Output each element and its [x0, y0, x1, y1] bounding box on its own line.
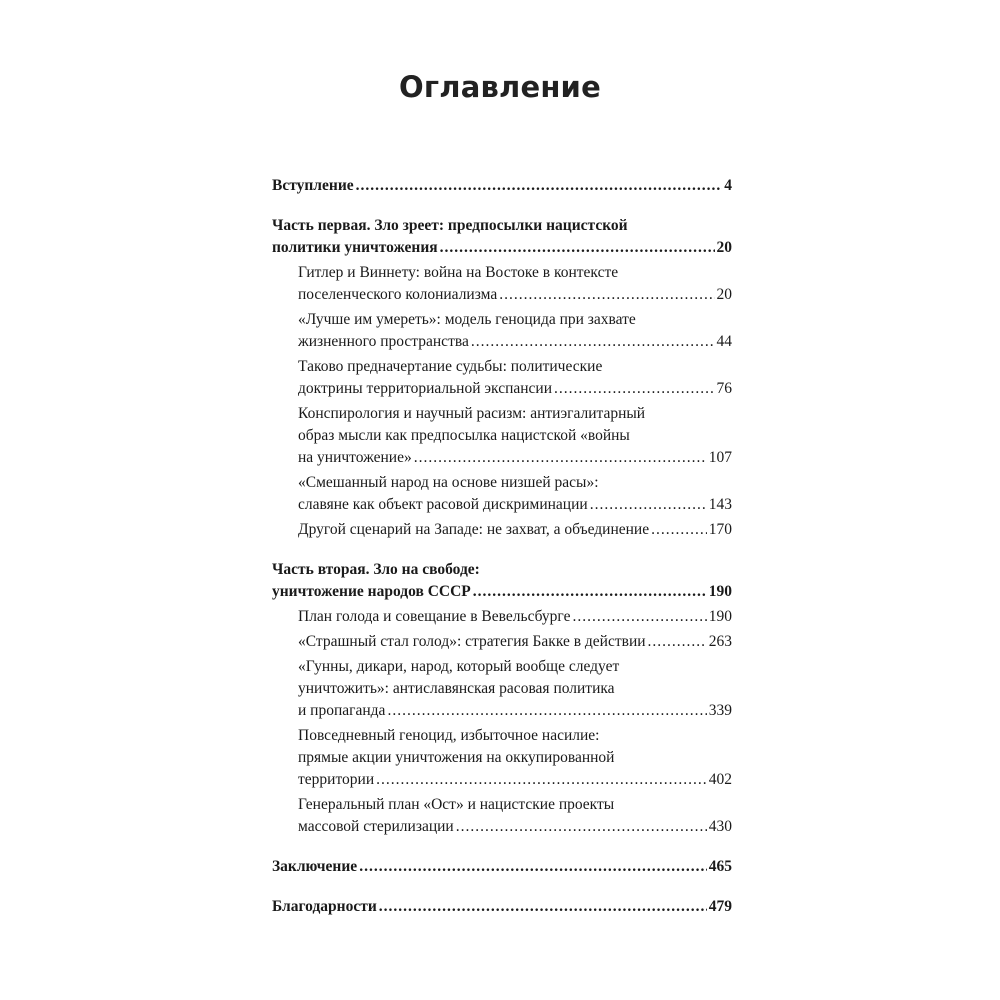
toc-entry-text: прямые акции уничтожения на оккупированной — [298, 749, 615, 766]
toc-entry-text: Благодарности — [272, 898, 377, 915]
toc-entry-text: Таково предначертание судьбы: политические — [298, 358, 603, 375]
toc-leader-dots — [379, 896, 707, 918]
toc-entry-text: образ мысли как предпосылка нацистской «войны — [298, 427, 630, 444]
toc-leader-dots — [471, 331, 715, 353]
toc-entry-text: Вступление — [272, 177, 354, 194]
toc-section-entry[interactable] — [272, 856, 732, 878]
toc-chapter-entry[interactable] — [298, 519, 732, 541]
toc-entry-text: жизненного пространства — [298, 333, 469, 350]
toc-section-entry[interactable] — [272, 175, 732, 197]
toc-page-number: 402 — [708, 771, 732, 788]
toc-leader-dots — [456, 816, 707, 838]
toc-entry-text: Часть первая. Зло зреет: предпосылки нацистской — [272, 217, 628, 234]
toc-entry-text: План голода и совещание в Вевельсбурге — [298, 608, 571, 625]
toc-entry-text: политики уничтожения — [272, 239, 438, 256]
toc-leader-dots — [359, 856, 707, 878]
toc-page-number: 4 — [724, 177, 732, 194]
toc-entry-text: Гитлер и Виннету: война на Востоке в контексте — [298, 264, 619, 281]
toc-entry-text: массовой стерилизации — [298, 818, 454, 835]
toc-leader-dots — [473, 581, 707, 603]
toc-leader-dots — [572, 606, 706, 628]
table-of-contents — [272, 175, 732, 921]
toc-entry-text: «Гунны, дикари, народ, который вообще следует — [298, 658, 620, 675]
toc-page-number: 339 — [708, 702, 732, 719]
toc-entry-text: «Страшный стал голод»: стратегия Бакке в действии — [298, 633, 646, 650]
toc-page-number: 479 — [708, 898, 732, 915]
toc-page-number: 107 — [708, 449, 732, 466]
toc-page-number: 20 — [716, 286, 732, 303]
toc-page-number: 190 — [708, 608, 732, 625]
toc-leader-dots — [554, 378, 714, 400]
toc-page-number: 430 — [708, 818, 732, 835]
toc-chapter-entry[interactable] — [298, 472, 732, 516]
toc-page-number: 170 — [708, 521, 732, 538]
toc-chapter-entry[interactable] — [298, 656, 732, 722]
toc-entry-text: Часть вторая. Зло на свободе: — [272, 561, 480, 578]
toc-leader-dots — [651, 519, 707, 541]
toc-leader-dots — [440, 237, 715, 259]
toc-entry-text: территории — [298, 771, 375, 788]
toc-leader-dots — [376, 769, 707, 791]
toc-entry-text: Повседневный геноцид, избыточное насилие: — [298, 727, 600, 744]
toc-section-entry[interactable] — [272, 896, 732, 918]
toc-page-number: 465 — [708, 858, 732, 875]
toc-entry-text: славяне как объект расовой дискриминации — [298, 496, 588, 513]
toc-leader-dots — [387, 700, 706, 722]
toc-entry-text: уничтожить»: антиславянская расовая политика — [298, 680, 615, 697]
toc-entry-text: «Лучше им умереть»: модель геноцида при захвате — [298, 311, 636, 328]
toc-chapter-entry[interactable] — [298, 309, 732, 353]
toc-entry-text: Заключение — [272, 858, 358, 875]
toc-entry-text: уничтожение народов СССР — [272, 583, 471, 600]
toc-page-number: 263 — [708, 633, 732, 650]
toc-page-number: 76 — [716, 380, 732, 397]
toc-entry-text: на уничтожение» — [298, 449, 412, 466]
toc-entry-text: поселенческого колониализма — [298, 286, 498, 303]
toc-entry-text: и пропаганда — [298, 702, 386, 719]
toc-chapter-entry[interactable] — [298, 794, 732, 838]
toc-entry-text: Генеральный план «Ост» и нацистские проекты — [298, 796, 615, 813]
toc-chapter-entry[interactable] — [298, 356, 732, 400]
toc-leader-dots — [414, 447, 707, 469]
toc-chapter-entry[interactable] — [298, 606, 732, 628]
toc-page-number: 143 — [708, 496, 732, 513]
toc-chapter-entry[interactable] — [298, 403, 732, 469]
toc-chapter-entry[interactable] — [298, 725, 732, 791]
toc-section-entry[interactable] — [272, 215, 732, 259]
toc-page-number: 44 — [716, 333, 732, 350]
toc-entry-text: Конспирология и научный расизм: антиэгалитарный — [298, 405, 646, 422]
toc-leader-dots — [590, 494, 707, 516]
toc-entry-text: «Смешанный народ на основе низшей расы»: — [298, 474, 599, 491]
toc-entry-text: доктрины территориальной экспансии — [298, 380, 553, 397]
toc-chapter-entry[interactable] — [298, 631, 732, 653]
toc-leader-dots — [356, 175, 723, 197]
toc-page-number: 20 — [716, 239, 732, 256]
toc-section-entry[interactable] — [272, 559, 732, 603]
toc-entry-text: Другой сценарий на Западе: не захват, а объединение — [298, 521, 650, 538]
toc-leader-dots — [648, 631, 707, 653]
toc-page-number: 190 — [708, 583, 732, 600]
toc-chapter-entry[interactable] — [298, 262, 732, 306]
toc-leader-dots — [499, 284, 714, 306]
page-title: Оглавление — [399, 70, 601, 104]
